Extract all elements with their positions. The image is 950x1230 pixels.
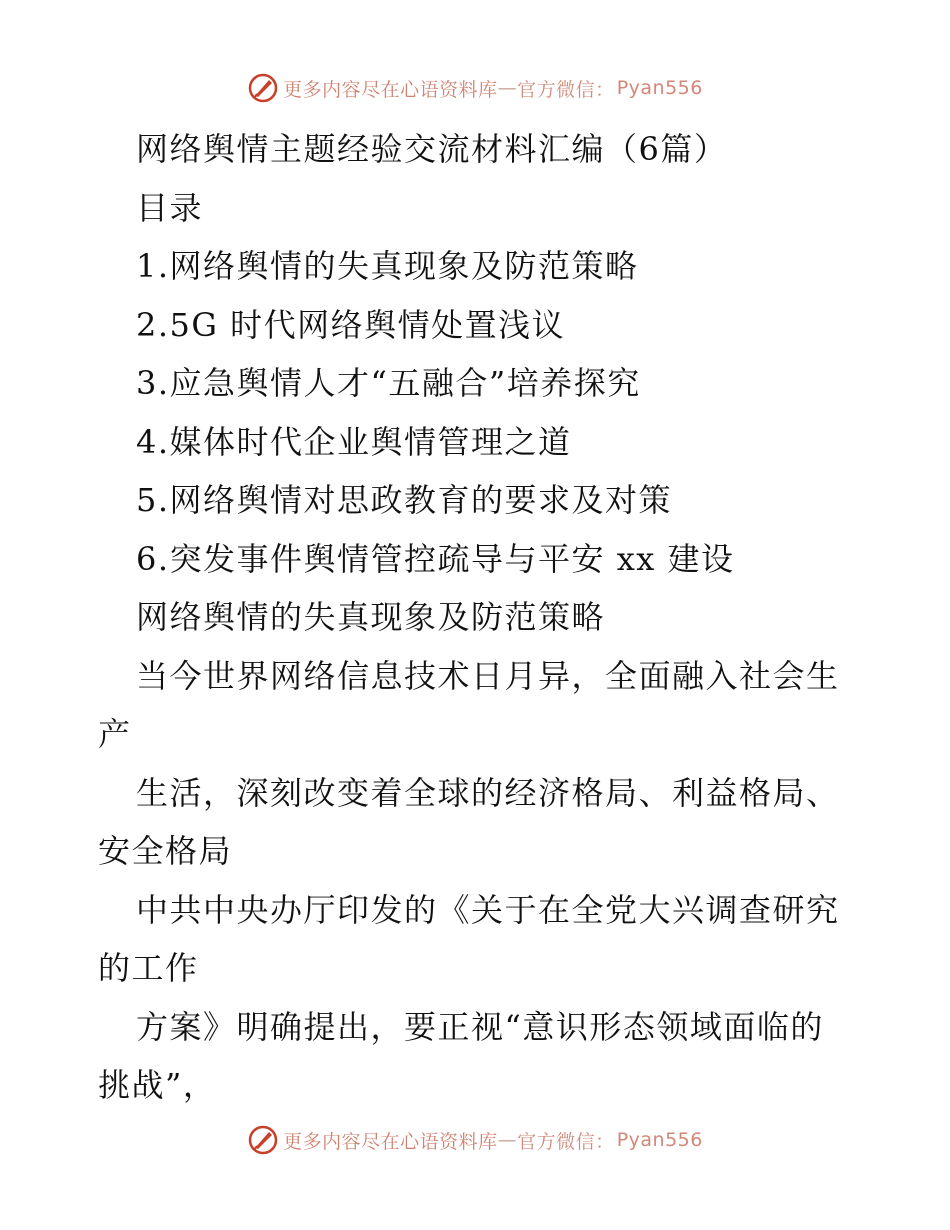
section-heading: 网络舆情的失真现象及防范策略 [136, 598, 606, 636]
toc-item: 2.5G 时代网络舆情处置浅议 [136, 305, 566, 344]
header-watermark [0, 68, 950, 108]
watermark-wechat-id: Pyan556 [616, 1129, 703, 1151]
document-body [98, 120, 868, 1115]
toc-heading: 目录 [136, 188, 204, 227]
paragraph-line: 产 [98, 715, 132, 753]
document-title: 网络舆情主题经验交流材料汇编（6篇） [136, 130, 728, 168]
watermark-wechat-label: 官方微信： [517, 1130, 615, 1153]
watermark-wechat-id: Pyan556 [616, 77, 703, 99]
toc-item: 3.应急舆情人才“五融合”培养探究 [136, 364, 641, 402]
watermark-wechat-label: 官方微信： [517, 78, 615, 101]
toc-item: 4.媒体时代企业舆情管理之道 [136, 422, 572, 461]
paragraph-line: 的工作 [98, 949, 199, 987]
toc-item: 5.网络舆情对思政教育的要求及对策 [136, 481, 673, 519]
paragraph-line: 方案》明确提出，要正视“意识形态领域面临的 [136, 1007, 824, 1046]
paragraph-line: 安全格局 [98, 832, 233, 870]
toc-item: 6.突发事件舆情管控疏导与平安 xx 建设 [136, 539, 735, 578]
paragraph-line: 当今世界网络信息技术日月异，全面融入社会生 [136, 656, 840, 695]
paragraph-line: 挑战”， [98, 1066, 217, 1104]
quill-logo-icon [247, 72, 279, 104]
watermark-dash: — [497, 77, 518, 99]
paragraph-line: 生活，深刻改变着全球的经济格局、利益格局、 [136, 773, 840, 812]
toc-item: 1.网络舆情的失真现象及防范策略 [136, 247, 639, 285]
watermark-text: 更多内容尽在心语资料库 [283, 1130, 498, 1153]
watermark-dash: — [497, 1129, 518, 1151]
paragraph-line: 中共中央办厅印发的《关于在全党大兴调查研究 [136, 890, 840, 929]
quill-logo-icon [247, 1124, 279, 1156]
footer-watermark [0, 1120, 950, 1160]
watermark-text: 更多内容尽在心语资料库 [283, 78, 498, 101]
